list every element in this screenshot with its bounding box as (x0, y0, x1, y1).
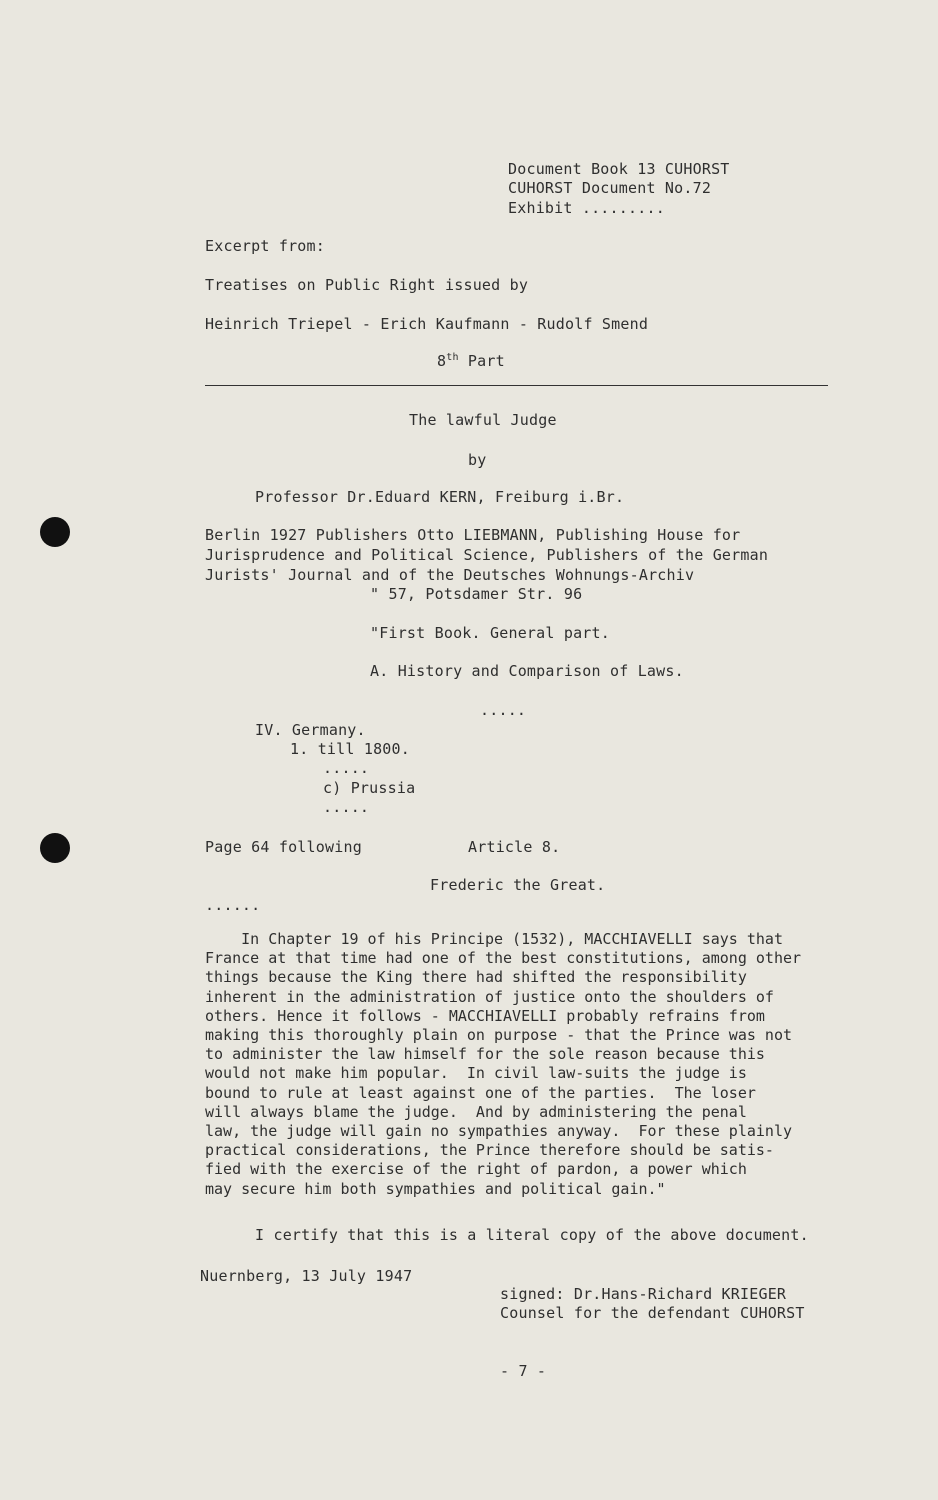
article-heading: Article 8. (468, 838, 561, 856)
by-line: by (468, 451, 487, 469)
doc-book-line: Document Book 13 CUHORST (508, 160, 730, 178)
body-line: fied with the exercise of the right of pardon, a power which (205, 1160, 747, 1179)
signature-line: signed: Dr.Hans-Richard KRIEGER (500, 1285, 787, 1303)
ellipsis-1: ..... (480, 701, 527, 719)
frederic-heading: Frederic the Great. (430, 876, 606, 894)
body-line: others. Hence it follows - MACCHIAVELLI probably refrains from (205, 1006, 765, 1025)
exhibit-line: Exhibit ......... (508, 199, 665, 217)
editors-line: Heinrich Triepel - Erich Kaufmann - Rudolf Smend (205, 315, 649, 333)
doc-number-line: CUHORST Document No.72 (508, 179, 712, 197)
body-line: inherent in the administration of justice onto the shoulders of (205, 987, 774, 1006)
body-line: may secure him both sympathies and political gain." (205, 1179, 666, 1198)
body-line: making this thoroughly plain on purpose - that the Prince was not (205, 1026, 792, 1045)
punch-hole-bottom (40, 833, 70, 863)
body-line: will always blame the judge. And by administering the penal (205, 1102, 747, 1121)
part-line (437, 352, 505, 371)
author-line: Professor Dr.Eduard KERN, Freiburg i.Br. (255, 488, 625, 506)
treatises-line: Treatises on Public Right issued by (205, 276, 529, 294)
body-line: would not make him popular. In civil law-suits the judge is (205, 1064, 747, 1083)
publisher-line-4: " 57, Potsdamer Str. 96 (370, 585, 583, 603)
horizontal-divider (205, 385, 828, 386)
part-number: 8 (437, 352, 447, 370)
excerpt-label: Excerpt from: (205, 237, 325, 255)
certification-line: I certify that this is a literal copy of the above document. (255, 1226, 809, 1244)
part-suffix: th (446, 352, 459, 363)
till-1800-heading: 1. till 1800. (290, 740, 410, 758)
body-paragraph (205, 930, 855, 1199)
publisher-line-2: Jurisprudence and Political Science, Publishers of the German (205, 546, 769, 564)
body-line: practical considerations, the Prince therefore should be satis- (205, 1141, 774, 1160)
body-line: In Chapter 19 of his Principe (1532), MACCHIAVELLI says that (205, 930, 783, 948)
body-line: France at that time had one of the best constitutions, among other (205, 949, 802, 968)
part-word: Part (467, 352, 505, 370)
ellipsis-4: ...... (205, 896, 261, 914)
book-title: The lawful Judge (409, 411, 557, 429)
body-line: to administer the law himself for the sole reason because this (205, 1045, 765, 1064)
body-line: law, the judge will gain no sympathies anyway. For these plainly (205, 1122, 792, 1141)
counsel-line: Counsel for the defendant CUHORST (500, 1304, 805, 1322)
germany-heading: IV. Germany. (255, 721, 366, 739)
body-line: things because the King there had shifted the responsibility (205, 968, 747, 987)
ellipsis-2: ..... (323, 759, 370, 777)
prussia-heading: c) Prussia (323, 779, 416, 797)
first-book-heading: "First Book. General part. (370, 624, 610, 642)
publisher-line-3: Jurists' Journal and of the Deutsches Wohnungs-Archiv (205, 566, 695, 584)
history-heading: A. History and Comparison of Laws. (370, 662, 684, 680)
ellipsis-3: ..... (323, 798, 370, 816)
punch-hole-top (40, 517, 70, 547)
place-date: Nuernberg, 13 July 1947 (200, 1267, 413, 1285)
publisher-line-1: Berlin 1927 Publishers Otto LIEBMANN, Publishing House for (205, 526, 741, 544)
body-line: bound to rule at least against one of the parties. The loser (205, 1083, 756, 1102)
page-number: - 7 - (500, 1362, 547, 1380)
page-reference: Page 64 following (205, 838, 362, 856)
